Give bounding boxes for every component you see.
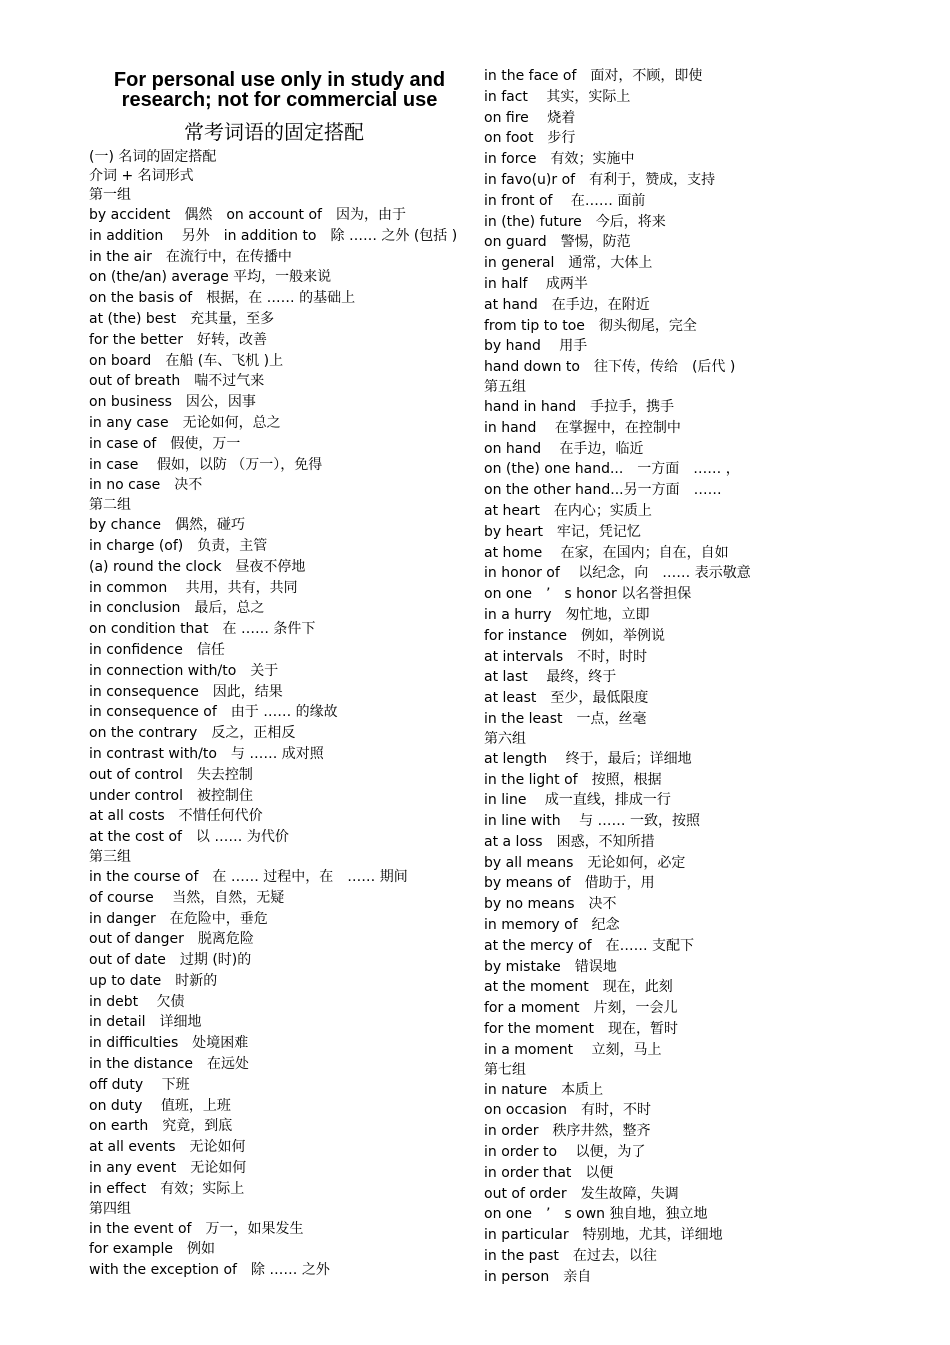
phrase-entry: by no means 决不 [484, 896, 617, 913]
phrase-entry: in general 通常，大体上 [484, 255, 653, 272]
phrase-entry: in order 秩序井然，整齐 [484, 1123, 651, 1140]
phrase-entry: in order that 以便 [484, 1164, 614, 1181]
group-heading: 第四组 [89, 1200, 131, 1217]
phrase-entry: out of danger 脱离危险 [89, 931, 254, 948]
left-column [89, 66, 469, 1281]
phrase-entry: in favo(u)r of 有利于，赞成，支持 [484, 171, 716, 188]
phrase-entry: in fact 其实，实际上 [484, 88, 631, 105]
phrase-entry: in effect 有效；实际上 [89, 1180, 245, 1197]
phrase-entry: in the distance 在远处 [89, 1056, 249, 1073]
phrase-entry: in consequence 因此，结果 [89, 683, 283, 700]
phrase-entry: on board 在船 (车、飞机 )上 [89, 352, 284, 369]
phrase-entry: in charge (of) 负责，主管 [89, 537, 268, 554]
phrase-entry: for the moment 现在，暂时 [484, 1021, 678, 1038]
phrase-entry: in danger 在危险中，垂危 [89, 910, 268, 927]
phrase-entry: by heart 牢记，凭记忆 [484, 523, 641, 540]
phrase-entry: at hand 在手边，在附近 [484, 296, 650, 313]
phrase-entry: in the least 一点，丝毫 [484, 710, 647, 727]
phrase-entry: (a) round the clock 昼夜不停地 [89, 558, 306, 575]
phrase-entry: for a moment 片刻，一会儿 [484, 1000, 678, 1017]
phrase-entry: for the better 好转，改善 [89, 331, 267, 348]
phrase-entry: in conclusion 最后，总之 [89, 600, 265, 617]
phrase-entry: on business 因公，因事 [89, 394, 256, 411]
phrase-entry: in common 共用，共有，共同 [89, 579, 298, 596]
group-heading: 第二组 [89, 497, 131, 514]
phrase-entry: in case of 假使，万一 [89, 435, 241, 452]
phrase-entry: on fire 烧着 [484, 109, 576, 126]
phrase-entry: at last 最终，终于 [484, 669, 617, 686]
section-heading: (一) 名词的固定搭配 [89, 149, 217, 165]
phrase-entry: in difficulties 处境困难 [89, 1035, 249, 1052]
phrase-entry: in (the) future 今后，将来 [484, 213, 666, 230]
phrase-entry: at length 终于，最后；详细地 [484, 750, 692, 767]
phrase-entry: in confidence 信任 [89, 641, 225, 658]
phrase-entry: with the exception of 除 …… 之外 [89, 1262, 330, 1279]
phrase-entry: in line 成一直线，排成一行 [484, 792, 671, 809]
phrase-entry: out of date 过期 (时)的 [89, 952, 252, 969]
phrase-entry: in connection with/to 关于 [89, 662, 279, 679]
phrase-entry: on (the) one hand... 一方面 …… ， [484, 461, 740, 478]
phrase-entry: by all means 无论如何，必定 [484, 854, 686, 871]
phrase-entry: in the air 在流行中，在传播中 [89, 248, 292, 265]
phrase-entry: in case 假如，以防 （万一），免得 [89, 456, 323, 473]
phrase-entry: in half 成两半 [484, 275, 588, 292]
phrase-entry: by hand 用手 [484, 338, 588, 355]
phrase-entry: on condition that 在 …… 条件下 [89, 621, 316, 638]
phrase-entry: hand down to 往下传，传给 (后代 ) [484, 359, 736, 376]
group-heading: 第六组 [484, 730, 526, 747]
phrase-entry: by means of 借助于，用 [484, 875, 655, 892]
phrase-entry: in any event 无论如何 [89, 1160, 247, 1177]
group-heading: 第三组 [89, 848, 131, 865]
phrase-entry: in a moment 立刻，马上 [484, 1041, 662, 1058]
phrase-entry: at the cost of 以 …… 为代价 [89, 829, 289, 846]
phrase-entry: in a hurry 匆忙地，立即 [484, 606, 650, 623]
phrase-entry: on guard 警惕，防范 [484, 234, 631, 251]
phrase-entry: by accident 偶然 on account of 因为，由于 [89, 207, 406, 223]
phrase-entry: off duty 下班 [89, 1076, 190, 1093]
phrase-entry: at the moment 现在，此刻 [484, 979, 673, 996]
phrase-entry: in memory of 纪念 [484, 917, 620, 934]
phrase-entry: in line with 与 …… 一致，按照 [484, 813, 700, 830]
phrase-entry: on the basis of 根据，在 …… 的基础上 [89, 290, 356, 307]
phrase-entry: in addition 另外 in addition to 除 …… 之外 (包括 ) [89, 227, 458, 244]
phrase-entry: in debt 欠债 [89, 993, 185, 1010]
phrase-entry: from tip to toe 彻头彻尾，完全 [484, 317, 697, 334]
phrase-entry: on one ’ s own 独自地，独立地 [484, 1206, 708, 1223]
phrase-entry: up to date 时新的 [89, 972, 218, 989]
phrase-entry: in honor of 以纪念，向 …… 表示敬意 [484, 565, 751, 582]
phrase-entry: hand in hand 手拉手，携手 [484, 398, 675, 415]
phrase-entry: out of order 发生故障，失调 [484, 1185, 679, 1202]
phrase-entry: of course 当然，自然，无疑 [89, 889, 285, 906]
phrase-entry: on occasion 有时，不时 [484, 1102, 652, 1119]
phrase-entry: on foot 步行 [484, 130, 576, 147]
phrase-entry: at the mercy of 在…… 支配下 [484, 937, 695, 954]
phrase-entry: in order to 以便，为了 [484, 1144, 646, 1161]
phrase-entry: at heart 在内心；实质上 [484, 502, 652, 519]
phrase-entry: in hand 在掌握中，在控制中 [484, 419, 681, 436]
phrase-entry: on duty 值班，上班 [89, 1097, 231, 1114]
phrase-entry: at all costs 不惜任何代价 [89, 808, 263, 825]
group-heading: 第七组 [484, 1061, 526, 1078]
phrase-entry: in the face of 面对，不顾，即使 [484, 68, 703, 84]
phrase-entry: in the course of 在 …… 过程中，在 …… 期间 [89, 868, 408, 885]
phrase-entry: for example 例如 [89, 1241, 215, 1258]
phrase-entry: at home 在家，在国内；自在，自如 [484, 544, 729, 561]
phrase-entry: by mistake 错误地 [484, 958, 617, 975]
phrase-entry: on the contrary 反之，正相反 [89, 725, 296, 742]
phrase-entry: for instance 例如，举例说 [484, 627, 666, 644]
phrase-entry: in the light of 按照，根据 [484, 771, 662, 788]
phrase-entry: in detail 详细地 [89, 1014, 202, 1031]
phrase-entry: in particular 特别地，尤其，详细地 [484, 1227, 723, 1244]
phrase-entry: in force 有效；实施中 [484, 151, 635, 168]
right-phrase-list [484, 66, 924, 1288]
phrase-entry: in nature 本质上 [484, 1081, 604, 1098]
phrase-entry: at (the) best 充其量，至多 [89, 310, 275, 327]
phrase-entry: in the event of 万一，如果发生 [89, 1220, 304, 1237]
phrase-entry: in the past 在过去，以往 [484, 1248, 657, 1265]
phrase-entry: in person 亲自 [484, 1268, 592, 1285]
subheading: 介词 + 名词形式 [89, 168, 194, 184]
page-title: 常考词语的固定搭配 [184, 120, 364, 144]
phrase-entry: on the other hand...另一方面 …… [484, 482, 722, 499]
phrase-entry: in any case 无论如何，总之 [89, 414, 281, 431]
phrase-entry: under control 被控制住 [89, 787, 253, 804]
group-heading: 第一组 [89, 187, 131, 203]
right-column [484, 66, 924, 1288]
usage-notice: For personal use only in study and research; not for commercial use [113, 69, 446, 111]
phrase-entry: out of breath 喘不过气来 [89, 373, 265, 390]
phrase-entry: out of control 失去控制 [89, 766, 253, 783]
phrase-entry: in front of 在…… 面前 [484, 192, 646, 209]
phrase-entry: by chance 偶然，碰巧 [89, 517, 245, 534]
phrase-entry: at all events 无论如何 [89, 1139, 246, 1156]
phrase-entry: on hand 在手边，临近 [484, 440, 644, 457]
phrase-entry: in no case 决不 [89, 477, 203, 494]
group-heading: 第五组 [484, 378, 526, 395]
phrase-entry: on one ’ s honor 以名誉担保 [484, 586, 692, 603]
phrase-entry: at a loss 困惑，不知所措 [484, 833, 655, 850]
phrase-entry: in consequence of 由于 …… 的缘故 [89, 704, 338, 721]
phrase-entry: on (the/an) average 平均，一般来说 [89, 269, 332, 286]
phrase-entry: at intervals 不时，时时 [484, 648, 648, 665]
phrase-entry: at least 至少，最低限度 [484, 690, 649, 707]
phrase-entry: on earth 究竟，到底 [89, 1118, 233, 1135]
left-phrase-list [89, 186, 469, 1281]
phrase-entry: in contrast with/to 与 …… 成对照 [89, 745, 324, 762]
